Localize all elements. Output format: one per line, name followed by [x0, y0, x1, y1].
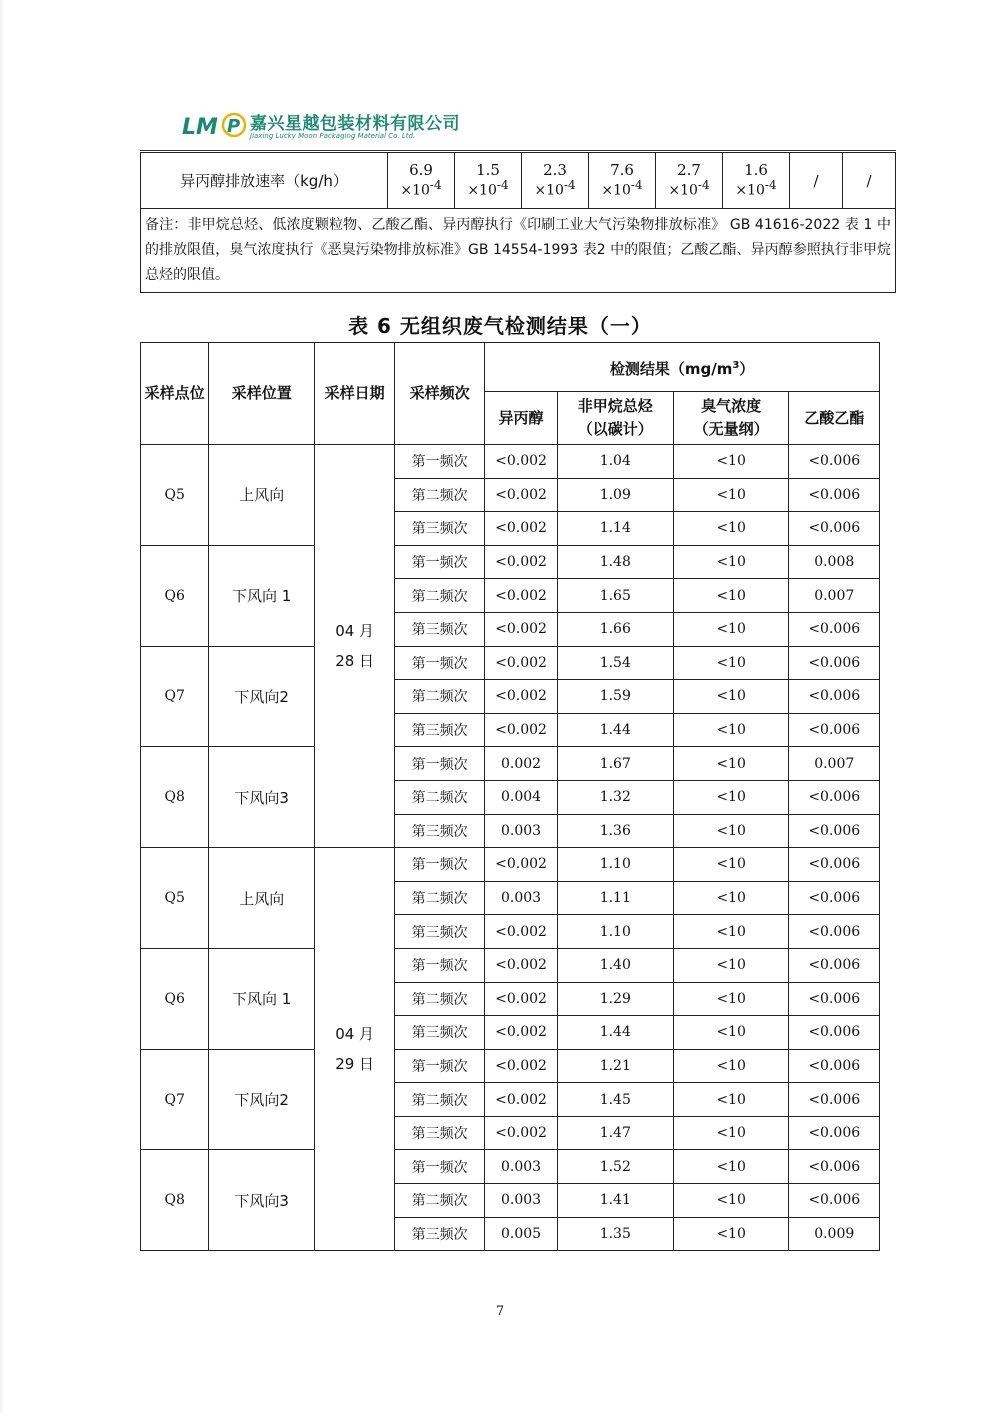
ethyl-acetate-value: 0.007 [789, 747, 880, 781]
odor-value: <10 [673, 579, 789, 613]
odor-value: <10 [673, 948, 789, 982]
sampling-point: Q7 [141, 1049, 209, 1150]
rate-value: 7.6 $\times 10^{-4}$ [589, 153, 656, 209]
isopropanol-value: <0.002 [485, 612, 558, 646]
sampling-position: 下风向 1 [209, 545, 315, 646]
nmhc-value: 1.67 [557, 747, 673, 781]
ethyl-acetate-value: 0.008 [789, 545, 880, 579]
table-body [141, 445, 880, 1251]
odor-value: <10 [673, 1150, 789, 1184]
header-nmhc: 非甲烷总烃 （以碳计） [557, 392, 673, 445]
sampling-frequency: 第一频次 [395, 545, 485, 579]
nmhc-value: 1.21 [557, 1049, 673, 1083]
sampling-frequency: 第二频次 [395, 1083, 485, 1117]
nmhc-value: 1.40 [557, 948, 673, 982]
sampling-frequency: 第二频次 [395, 579, 485, 613]
sampling-point: Q6 [141, 545, 209, 646]
ethyl-acetate-value: <0.006 [789, 982, 880, 1016]
nmhc-value: 1.65 [557, 579, 673, 613]
odor-value: <10 [673, 713, 789, 747]
company-name-cn: 嘉兴星越包装材料有限公司 [250, 114, 460, 134]
odor-value: <10 [673, 780, 789, 814]
isopropanol-value: <0.002 [485, 478, 558, 512]
nmhc-value: 1.29 [557, 982, 673, 1016]
date-day: 29 日 [335, 1055, 375, 1074]
sampling-frequency: 第三频次 [395, 814, 485, 848]
isopropanol-value: 0.004 [485, 780, 558, 814]
odor-value: <10 [673, 512, 789, 546]
table-row [141, 545, 880, 579]
rate-value: 1.6 $\times 10^{-4}$ [723, 153, 790, 209]
isopropanol-value: <0.002 [485, 545, 558, 579]
sampling-frequency: 第二频次 [395, 1184, 485, 1218]
isopropanol-value: 0.002 [485, 747, 558, 781]
odor-value: <10 [673, 612, 789, 646]
odor-value: <10 [673, 1049, 789, 1083]
header-row [141, 343, 880, 392]
sampling-position: 下风向2 [209, 646, 315, 747]
sampling-frequency: 第三频次 [395, 915, 485, 949]
sampling-frequency: 第一频次 [395, 747, 485, 781]
ethyl-acetate-value: <0.006 [789, 1083, 880, 1117]
sampling-frequency: 第三频次 [395, 1016, 485, 1050]
limit-value: / [843, 153, 896, 209]
header-position: 采样位置 [209, 343, 315, 445]
header-results: 检测结果$(mg/m^3)$ [485, 343, 880, 392]
limit-value: / [790, 153, 843, 209]
sampling-frequency: 第三频次 [395, 1217, 485, 1251]
ethyl-acetate-value: <0.006 [789, 478, 880, 512]
sampling-position: 下风向3 [209, 1150, 315, 1251]
nmhc-value: 1.45 [557, 1083, 673, 1117]
header-frequency: 采样频次 [395, 343, 485, 445]
ethyl-acetate-value: <0.006 [789, 780, 880, 814]
sampling-frequency: 第二频次 [395, 881, 485, 915]
isopropanol-value: <0.002 [485, 579, 558, 613]
isopropanol-value: <0.002 [485, 1016, 558, 1050]
sampling-point: Q8 [141, 1150, 209, 1251]
header-ethyl-acetate: 乙酸乙酯 [789, 392, 880, 445]
odor-value: <10 [673, 848, 789, 882]
isopropanol-value: <0.002 [485, 445, 558, 479]
date-day: 28 日 [335, 652, 375, 671]
ethyl-acetate-value: 0.009 [789, 1217, 880, 1251]
emission-rate-table [140, 152, 896, 293]
company-name-en: Jiaxing Lucky Moon Packaging Material Co. Ltd. [250, 132, 416, 140]
sampling-point: Q6 [141, 948, 209, 1049]
nmhc-value: 1.14 [557, 512, 673, 546]
header-divider [140, 150, 896, 151]
table-row [141, 1049, 880, 1083]
isopropanol-value: 0.003 [485, 1184, 558, 1218]
ethyl-acetate-value: <0.006 [789, 948, 880, 982]
sampling-frequency: 第一频次 [395, 1150, 485, 1184]
sampling-position: 上风向 [209, 445, 315, 546]
nmhc-value: 1.09 [557, 478, 673, 512]
odor-value: <10 [673, 646, 789, 680]
page-number: 7 [495, 1304, 505, 1319]
ethyl-acetate-value: <0.006 [789, 915, 880, 949]
isopropanol-value: 0.003 [485, 814, 558, 848]
odor-value: <10 [673, 545, 789, 579]
odor-value: <10 [673, 881, 789, 915]
rate-value: 2.3 $\times 10^{-4}$ [522, 153, 589, 209]
sampling-position: 下风向3 [209, 747, 315, 848]
sampling-frequency: 第二频次 [395, 780, 485, 814]
isopropanol-value: <0.002 [485, 915, 558, 949]
note-text: 备注：非甲烷总烃、低浓度颗粒物、乙酸乙酯、异丙醇执行《印刷工业大气污染物排放标准》 GB 41616-2022 表 1 中的排放限值，臭气浓度执行《恶臭污染物排放标准》GB 14554-1993 表2 中的限值；乙酸乙酯、异丙醇参照执行非甲烷总烃的限值。 [141, 209, 896, 293]
odor-value: <10 [673, 1184, 789, 1218]
nmhc-value: 1.04 [557, 445, 673, 479]
nmhc-value: 1.11 [557, 881, 673, 915]
svg-text:LM: LM [182, 115, 218, 140]
sampling-frequency: 第一频次 [395, 948, 485, 982]
sampling-position: 上风向 [209, 848, 315, 949]
ethyl-acetate-value: <0.006 [789, 1016, 880, 1050]
svg-text:P: P [227, 116, 241, 137]
ethyl-acetate-value: <0.006 [789, 881, 880, 915]
scan-edge [0, 0, 3, 1413]
isopropanol-value: <0.002 [485, 1116, 558, 1150]
table-row [141, 646, 880, 680]
nmhc-value: 1.44 [557, 713, 673, 747]
isopropanol-value: <0.002 [485, 512, 558, 546]
nmhc-value: 1.59 [557, 680, 673, 714]
isopropanol-value: 0.005 [485, 1217, 558, 1251]
isopropanol-value: <0.002 [485, 646, 558, 680]
sampling-frequency: 第一频次 [395, 848, 485, 882]
sampling-date [315, 445, 395, 848]
company-header [180, 106, 500, 146]
sampling-position: 下风向2 [209, 1049, 315, 1150]
odor-value: <10 [673, 680, 789, 714]
sampling-date [315, 848, 395, 1251]
odor-value: <10 [673, 1217, 789, 1251]
isopropanol-value: <0.002 [485, 848, 558, 882]
odor-value: <10 [673, 915, 789, 949]
ethyl-acetate-value: <0.006 [789, 1184, 880, 1218]
table-row [141, 1150, 880, 1184]
nmhc-value: 1.10 [557, 848, 673, 882]
isopropanol-value: <0.002 [485, 982, 558, 1016]
header-odor: 臭气浓度 （无量纲） [673, 392, 789, 445]
sampling-frequency: 第二频次 [395, 680, 485, 714]
nmhc-value: 1.10 [557, 915, 673, 949]
isopropanol-value: <0.002 [485, 680, 558, 714]
nmhc-value: 1.54 [557, 646, 673, 680]
sampling-point: Q8 [141, 747, 209, 848]
isopropanol-value: <0.002 [485, 1049, 558, 1083]
header-date: 采样日期 [315, 343, 395, 445]
note-row [141, 209, 896, 293]
odor-value: <10 [673, 814, 789, 848]
rate-value: 2.7 $\times 10^{-4}$ [656, 153, 723, 209]
odor-value: <10 [673, 747, 789, 781]
sampling-frequency: 第二频次 [395, 982, 485, 1016]
sampling-frequency: 第三频次 [395, 713, 485, 747]
odor-value: <10 [673, 478, 789, 512]
header-point: 采样点位 [141, 343, 209, 445]
nmhc-value: 1.41 [557, 1184, 673, 1218]
table-row [141, 848, 880, 882]
odor-value: <10 [673, 1083, 789, 1117]
sampling-frequency: 第二频次 [395, 478, 485, 512]
sampling-frequency: 第一频次 [395, 646, 485, 680]
table-row [141, 445, 880, 479]
header-isopropanol: 异丙醇 [485, 392, 558, 445]
ethyl-acetate-value: <0.006 [789, 1116, 880, 1150]
sampling-frequency: 第一频次 [395, 445, 485, 479]
table-row [141, 747, 880, 781]
ethyl-acetate-value: <0.006 [789, 1150, 880, 1184]
rate-value: 6.9 $\times 10^{-4}$ [388, 153, 455, 209]
table-row [141, 153, 896, 209]
company-logo-icon [180, 110, 250, 140]
nmhc-value: 1.66 [557, 612, 673, 646]
rate-value: 1.5 $\times 10^{-4}$ [455, 153, 522, 209]
ethyl-acetate-value: <0.006 [789, 646, 880, 680]
table-row [141, 948, 880, 982]
sampling-frequency: 第三频次 [395, 1116, 485, 1150]
nmhc-value: 1.44 [557, 1016, 673, 1050]
ethyl-acetate-value: <0.006 [789, 512, 880, 546]
ethyl-acetate-value: <0.006 [789, 713, 880, 747]
sampling-point: Q5 [141, 848, 209, 949]
isopropanol-value: <0.002 [485, 713, 558, 747]
date-month: 04 月 [335, 1025, 375, 1044]
nmhc-value: 1.48 [557, 545, 673, 579]
sampling-position: 下风向 1 [209, 948, 315, 1049]
table-title: 表 6 无组织废气检测结果（一） [348, 314, 652, 338]
nmhc-value: 1.36 [557, 814, 673, 848]
ethyl-acetate-value: <0.006 [789, 445, 880, 479]
fugitive-emission-table [140, 342, 880, 1251]
ethyl-acetate-value: <0.006 [789, 848, 880, 882]
sampling-frequency: 第一频次 [395, 1049, 485, 1083]
odor-value: <10 [673, 445, 789, 479]
row-label: 异丙醇排放速率（kg/h） [141, 153, 388, 209]
ethyl-acetate-value: <0.006 [789, 612, 880, 646]
nmhc-value: 1.52 [557, 1150, 673, 1184]
isopropanol-value: 0.003 [485, 881, 558, 915]
ethyl-acetate-value: <0.006 [789, 814, 880, 848]
isopropanol-value: 0.003 [485, 1150, 558, 1184]
ethyl-acetate-value: 0.007 [789, 579, 880, 613]
nmhc-value: 1.35 [557, 1217, 673, 1251]
sampling-point: Q7 [141, 646, 209, 747]
sampling-point: Q5 [141, 445, 209, 546]
isopropanol-value: <0.002 [485, 948, 558, 982]
ethyl-acetate-value: <0.006 [789, 680, 880, 714]
nmhc-value: 1.32 [557, 780, 673, 814]
odor-value: <10 [673, 1016, 789, 1050]
odor-value: <10 [673, 982, 789, 1016]
sampling-frequency: 第三频次 [395, 512, 485, 546]
isopropanol-value: <0.002 [485, 1083, 558, 1117]
ethyl-acetate-value: <0.006 [789, 1049, 880, 1083]
date-month: 04 月 [335, 622, 375, 641]
sampling-frequency: 第三频次 [395, 612, 485, 646]
nmhc-value: 1.47 [557, 1116, 673, 1150]
odor-value: <10 [673, 1116, 789, 1150]
